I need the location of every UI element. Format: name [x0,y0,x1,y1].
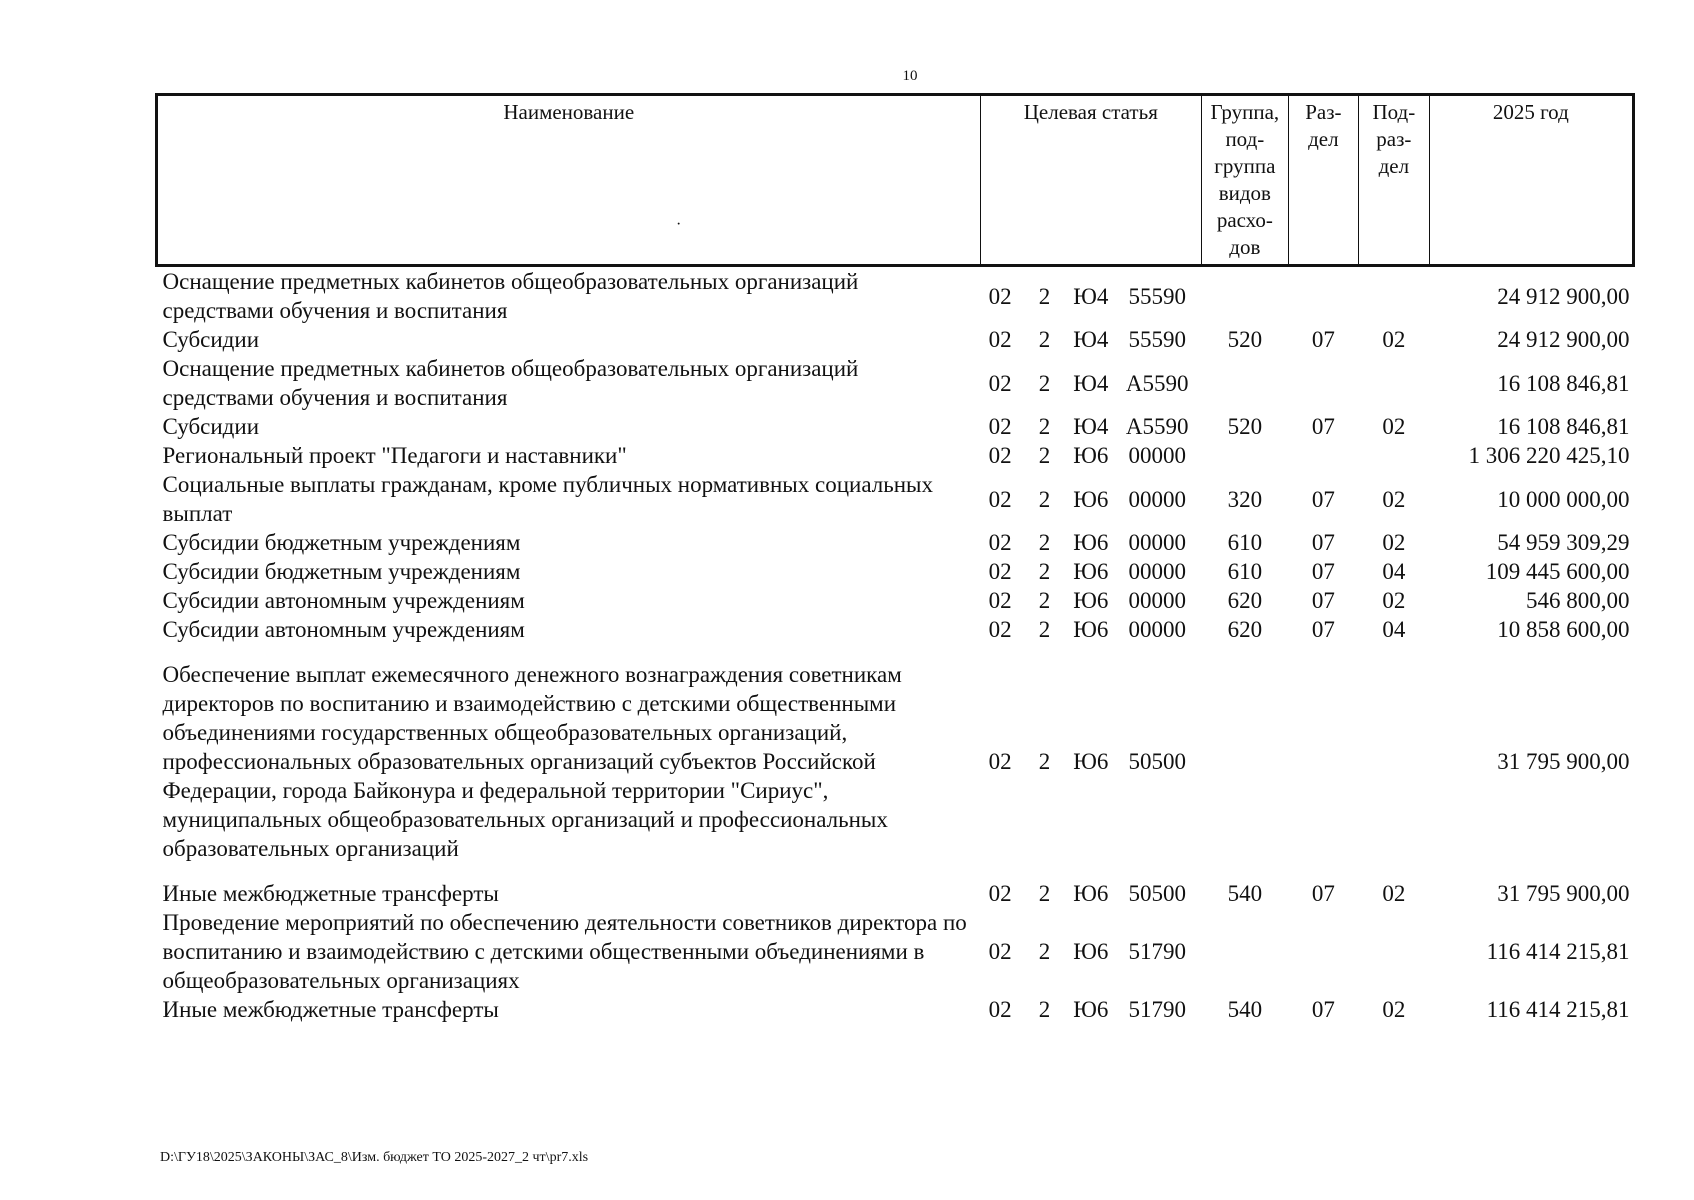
row-code-direction: 55590 [1128,283,1186,309]
row-code-project: Ю6 [1073,443,1109,468]
row-expense-group [1202,266,1289,326]
row-subsection: 04 [1382,617,1406,642]
row-amount: 54 959 309,29 [1497,530,1630,555]
table-row [157,325,1634,354]
row-code-project: Ю4 [1073,414,1109,439]
row-code-subprogram: 2 [1038,414,1051,439]
row-code-program: 02 [988,530,1012,555]
row-section [1288,354,1358,412]
row-code-program: 02 [988,939,1012,964]
row-amount: 109 445 600,00 [1485,559,1630,584]
row-code-project: Ю6 [1073,749,1109,774]
row-name: Субсидии [162,414,260,439]
row-code-direction: 00000 [1128,443,1186,468]
row-expense-group: 540 [1227,881,1263,906]
row-code-program: 02 [988,749,1012,774]
row-name: Проведение мероприятий по обеспечению деятельности советников директора по воспитанию и взаимодействию с детскими общественными объединениями в общеобразовательных организациях [162,910,967,993]
row-code-project: Ю4 [1073,370,1109,396]
row-code-program: 02 [988,283,1012,309]
row-subsection [1359,441,1429,470]
row-name: Региональный проект "Педагоги и наставники" [162,443,627,468]
row-subsection: 02 [1382,588,1406,613]
row-code-program: 02 [988,559,1012,584]
table-row [157,644,1634,879]
row-section: 07 [1311,327,1335,352]
row-code-subprogram: 2 [1038,881,1051,906]
table-row [157,908,1634,995]
row-section: 07 [1311,486,1335,512]
row-code-program: 02 [988,327,1012,352]
row-subsection [1359,266,1429,326]
row-expense-group [1202,644,1289,879]
row-section [1288,266,1358,326]
row-code-subprogram: 2 [1038,617,1051,642]
table-row [157,995,1634,1024]
row-section: 07 [1311,881,1335,906]
row-code-project: Ю4 [1073,327,1109,352]
row-subsection: 02 [1382,414,1406,439]
row-code-direction: 50500 [1128,749,1186,774]
row-expense-group [1202,908,1289,995]
row-name: Оснащение предметных кабинетов общеобразовательных организаций средствами обучения и воспитания [162,356,859,410]
row-section: 07 [1311,559,1335,584]
row-code-project: Ю6 [1073,559,1109,584]
row-code-direction: 51790 [1128,997,1186,1022]
row-code-subprogram: 2 [1038,530,1051,555]
row-code-direction: 00000 [1128,559,1186,584]
row-code-direction: 55590 [1128,327,1186,352]
row-amount: 1 306 220 425,10 [1468,443,1630,468]
row-name: Иные межбюджетные трансферты [162,997,499,1022]
table-body [157,266,1634,1025]
row-code-project: Ю4 [1073,283,1109,309]
table-row [157,441,1634,470]
page-number: 10 [902,68,918,84]
row-expense-group: 620 [1227,617,1263,642]
table-row [157,557,1634,586]
table-row [157,354,1634,412]
header-section: Раз-дел [1288,95,1358,266]
row-code-program: 02 [988,370,1012,396]
row-code-project: Ю6 [1073,530,1109,555]
row-code-subprogram: 2 [1038,370,1051,396]
row-amount: 546 800,00 [1526,588,1630,613]
table-row [157,879,1634,908]
row-name: Субсидии автономным учреждениям [162,617,525,642]
table-row [157,528,1634,557]
row-code-program: 02 [988,588,1012,613]
row-name: Субсидии [162,327,260,352]
row-code-subprogram: 2 [1038,327,1051,352]
row-amount: 10 000 000,00 [1497,486,1630,512]
row-code-direction: 00000 [1128,588,1186,613]
row-amount: 31 795 900,00 [1497,749,1630,774]
row-section: 07 [1311,617,1335,642]
row-name: Социальные выплаты гражданам, кроме публичных нормативных социальных выплат [162,472,933,526]
row-amount: 16 108 846,81 [1497,414,1630,439]
row-code-program: 02 [988,443,1012,468]
row-code-subprogram: 2 [1038,939,1051,964]
header-name: Наименование [157,95,981,266]
row-expense-group: 320 [1227,486,1263,512]
row-code-program: 02 [988,486,1012,512]
row-name: Иные межбюджетные трансферты [162,881,499,906]
table-row [157,470,1634,528]
row-code-subprogram: 2 [1038,443,1051,468]
row-subsection: 02 [1382,327,1406,352]
row-section: 07 [1311,588,1335,613]
row-subsection [1359,354,1429,412]
row-amount: 24 912 900,00 [1497,327,1630,352]
row-code-direction: А5590 [1125,414,1189,439]
row-code-project: Ю6 [1073,486,1109,512]
row-code-program: 02 [988,414,1012,439]
row-code-direction: 00000 [1128,617,1186,642]
row-code-project: Ю6 [1073,617,1109,642]
stray-dot: · [676,216,682,233]
row-expense-group: 540 [1227,997,1263,1022]
row-amount: 116 414 215,81 [1486,997,1630,1022]
row-name: Субсидии автономным учреждениям [162,588,525,613]
row-code-program: 02 [988,617,1012,642]
header-target: Целевая статья [980,95,1202,266]
row-code-direction: 00000 [1128,486,1186,512]
row-expense-group: 620 [1227,588,1263,613]
row-code-subprogram: 2 [1038,749,1051,774]
budget-table [155,93,1635,1024]
row-section [1288,908,1358,995]
row-name: Обеспечение выплат ежемесячного денежного вознаграждения советникам директоров по воспитанию и взаимодействию с детскими общественными объединениями государственных общеобразовательных организаций, профессиональных образовательных организаций субъектов Российской Федерации, города Байконура и федеральной территории "Сириус", муниципальных общеобразовательных организаций и профессиональных образовательных организаций [162,662,902,861]
row-subsection: 02 [1382,997,1406,1022]
row-section [1288,644,1358,879]
row-amount: 24 912 900,00 [1497,283,1630,309]
header-group: Группа, под-группа видов расхо-дов [1202,95,1289,266]
row-name: Субсидии бюджетным учреждениям [162,530,521,555]
file-path-footer: D:\ГУ18\2025\ЗАКОНЫ\ЗАС_8\Изм. бюджет ТО 2025-2027_2 чт\pr7.xls [160,1150,589,1165]
row-name: Оснащение предметных кабинетов общеобразовательных организаций средствами обучения и воспитания [162,269,859,323]
row-expense-group [1202,441,1289,470]
row-section: 07 [1311,530,1335,555]
row-expense-group: 610 [1227,530,1263,555]
row-amount: 16 108 846,81 [1497,370,1630,396]
row-code-subprogram: 2 [1038,588,1051,613]
row-amount: 10 858 600,00 [1497,617,1630,642]
row-expense-group: 610 [1227,559,1263,584]
table-row [157,412,1634,441]
header-year: 2025 год [1429,95,1633,266]
row-expense-group: 520 [1227,414,1263,439]
header-subsection: Под-раз-дел [1359,95,1429,266]
row-subsection [1359,908,1429,995]
row-code-direction: 50500 [1128,881,1186,906]
row-code-program: 02 [988,997,1012,1022]
row-code-program: 02 [988,881,1012,906]
row-section: 07 [1311,997,1335,1022]
row-code-project: Ю6 [1073,588,1109,613]
row-code-direction: А5590 [1125,370,1189,396]
table-row [157,586,1634,615]
row-name: Субсидии бюджетным учреждениям [162,559,521,584]
row-subsection: 04 [1382,559,1406,584]
row-expense-group: 520 [1227,327,1263,352]
row-code-subprogram: 2 [1038,486,1051,512]
row-amount: 116 414 215,81 [1486,939,1630,964]
row-subsection: 02 [1382,881,1406,906]
row-code-subprogram: 2 [1038,283,1051,309]
row-section [1288,441,1358,470]
row-code-direction: 00000 [1128,530,1186,555]
row-expense-group [1202,354,1289,412]
row-section: 07 [1311,414,1335,439]
row-subsection: 02 [1382,530,1406,555]
row-amount: 31 795 900,00 [1497,881,1630,906]
row-subsection [1359,644,1429,879]
row-code-subprogram: 2 [1038,559,1051,584]
row-code-project: Ю6 [1073,997,1109,1022]
row-code-project: Ю6 [1073,939,1109,964]
row-subsection: 02 [1382,486,1406,512]
row-code-direction: 51790 [1128,939,1186,964]
table-row [157,266,1634,326]
table-header [157,95,1634,266]
row-code-subprogram: 2 [1038,997,1051,1022]
table-row [157,615,1634,644]
row-code-project: Ю6 [1073,881,1109,906]
